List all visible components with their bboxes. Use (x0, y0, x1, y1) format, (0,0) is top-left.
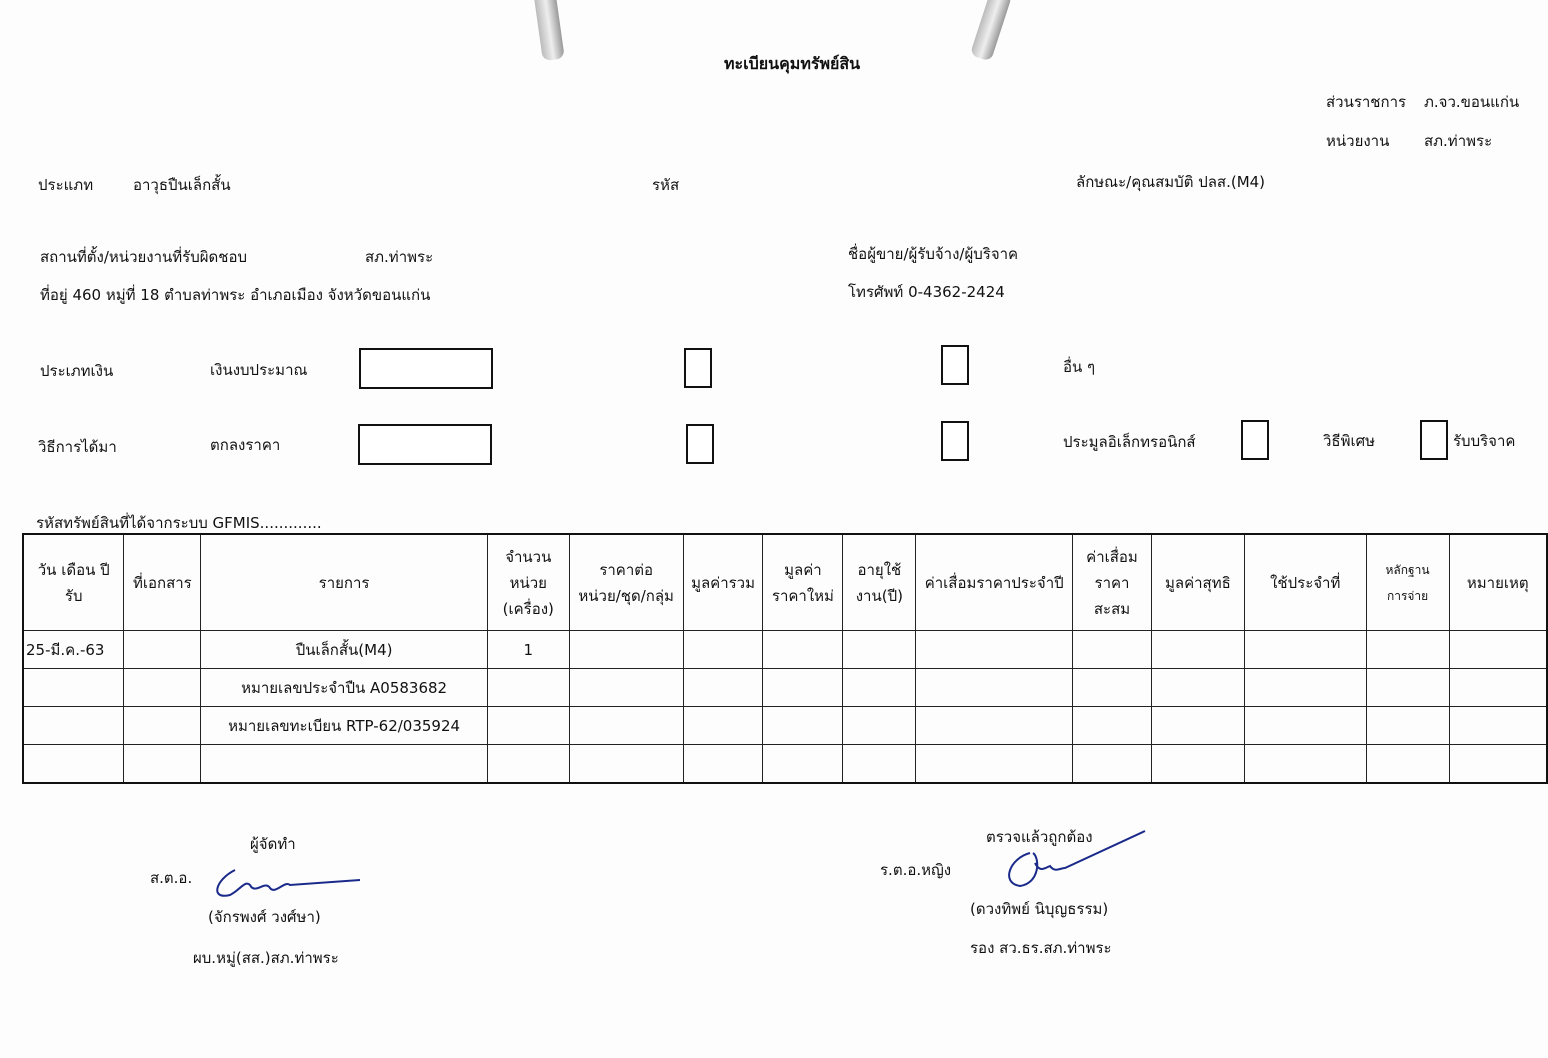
acquire-value: ตกลงราคา (210, 436, 281, 454)
table-cell (843, 707, 916, 745)
left-sign-role: ผู้จัดทำ (250, 835, 296, 853)
gfmis-code: รหัสทรัพย์สินที่ได้จากระบบ GFMIS............. (36, 514, 322, 532)
unit-value: สภ.ท่าพระ (1424, 132, 1493, 150)
right-sign-name: (ดวงทิพย์ นิบุญธรรม) (970, 900, 1109, 918)
table-cell (1244, 707, 1366, 745)
column-header: หลักฐาน การจ่าย (1366, 534, 1449, 631)
column-header: อายุใช้ งาน(ปี) (843, 534, 916, 631)
table-cell (124, 707, 201, 745)
table-cell (683, 707, 763, 745)
table-cell (569, 707, 683, 745)
table-row (23, 707, 1547, 745)
table-cell (1073, 669, 1152, 707)
type-label: ประแภท (38, 176, 94, 194)
table-cell (124, 631, 201, 669)
table-cell (1449, 631, 1547, 669)
table-cell (683, 745, 763, 784)
table-cell (487, 669, 569, 707)
table-cell (1244, 669, 1366, 707)
table-cell (843, 669, 916, 707)
agency-value: ภ.จว.ขอนแก่น (1424, 93, 1520, 111)
table-cell (1073, 745, 1152, 784)
left-sign-rank: ส.ต.อ. (150, 869, 193, 887)
column-header: วัน เดือน ปี รับ (23, 534, 124, 631)
property-label: ลักษณะ/คุณสมบัติ ปลส.(M4) (1076, 173, 1266, 191)
column-header: ค่าเสื่อมราคาประจำปี (916, 534, 1073, 631)
table-cell (124, 745, 201, 784)
table-cell (763, 707, 843, 745)
binder-pin (970, 0, 1013, 62)
column-header: ราคาต่อ หน่วย/ชุด/กลุ่ม (569, 534, 683, 631)
money-type-value: เงินงบประมาณ (210, 361, 308, 379)
table-cell (1449, 669, 1547, 707)
table-cell (23, 707, 124, 745)
checkbox[interactable] (941, 345, 969, 385)
column-header: มูลค่าสุทธิ (1151, 534, 1244, 631)
table-cell (1151, 707, 1244, 745)
table-cell (1151, 669, 1244, 707)
table-cell (1151, 745, 1244, 784)
table-cell (569, 745, 683, 784)
agency-label: ส่วนราชการ (1326, 93, 1407, 111)
right-sign-position: รอง สว.ธร.สภ.ท่าพระ (970, 939, 1112, 957)
left-sign-name: (จักรพงศ์ วงศ์ษา) (208, 908, 321, 926)
column-header: ค่าเสื่อม ราคา สะสม (1073, 534, 1152, 631)
right-sign-role: ตรวจแล้วถูกต้อง (986, 828, 1093, 846)
table-cell (201, 745, 488, 784)
table-cell (763, 631, 843, 669)
left-sign-position: ผบ.หมู่(สส.)สภ.ท่าพระ (193, 949, 339, 967)
table-cell (916, 745, 1073, 784)
table-cell (569, 669, 683, 707)
table-cell: หมายเลขทะเบียน RTP-62/035924 (201, 707, 488, 745)
special-checkbox[interactable] (1420, 420, 1448, 460)
table-cell (1244, 745, 1366, 784)
table-cell (683, 669, 763, 707)
document-title: ทะเบียนคุมทรัพย์สิน (724, 54, 861, 73)
table-row (23, 745, 1547, 784)
table-cell (1073, 631, 1152, 669)
special-label: วิธีพิเศษ (1323, 432, 1376, 450)
table-cell (763, 745, 843, 784)
acquire-label: วิธีการได้มา (38, 438, 117, 456)
e-auction-label: ประมูลอิเล็กทรอนิกส์ (1063, 433, 1196, 451)
table-cell (124, 669, 201, 707)
unit-label: หน่วยงาน (1326, 132, 1390, 150)
table-cell (1366, 669, 1449, 707)
table-cell (1366, 745, 1449, 784)
table-cell: หมายเลขประจำปืน A0583682 (201, 669, 488, 707)
acquire-box[interactable] (358, 424, 492, 465)
table-cell (1151, 631, 1244, 669)
table-cell: ปืนเล็กสั้น(M4) (201, 631, 488, 669)
column-header: จำนวน หน่วย (เครื่อง) (487, 534, 569, 631)
table-row (23, 631, 1547, 669)
table-cell (683, 631, 763, 669)
signature-left (205, 860, 370, 905)
column-header: ใช้ประจำที่ (1244, 534, 1366, 631)
location-label: สถานที่ตั้ง/หน่วยงานที่รับผิดชอบ (40, 248, 247, 266)
table-cell (916, 707, 1073, 745)
checkbox[interactable] (684, 348, 712, 388)
e-auction-checkbox[interactable] (1241, 420, 1269, 460)
table-cell (1244, 631, 1366, 669)
signature-right (995, 828, 1150, 893)
column-header: รายการ (201, 534, 488, 631)
right-sign-rank: ร.ต.อ.หญิง (880, 861, 952, 879)
donation-label: รับบริจาค (1453, 432, 1516, 450)
seller-label: ชื่อผู้ขาย/ผู้รับจ้าง/ผู้บริจาค (848, 245, 1019, 263)
address: ที่อยู่ 460 หมู่ที่ 18 ตำบลท่าพระ อำเภอเมือง จังหวัดขอนแก่น (40, 286, 431, 304)
code-label: รหัส (652, 176, 680, 194)
table-cell (569, 631, 683, 669)
table-cell (1449, 707, 1547, 745)
table-cell (23, 669, 124, 707)
table-cell (843, 745, 916, 784)
table-cell: 25-มี.ค.-63 (23, 631, 124, 669)
location-value: สภ.ท่าพระ (365, 248, 434, 266)
table-cell (916, 631, 1073, 669)
column-header: ที่เอกสาร (124, 534, 201, 631)
table-cell (487, 745, 569, 784)
phone: โทรศัพท์ 0-4362-2424 (848, 283, 1005, 301)
table-cell (1366, 631, 1449, 669)
other-label: อื่น ๆ (1063, 358, 1096, 376)
table-cell (1449, 745, 1547, 784)
table-cell (843, 631, 916, 669)
checkbox[interactable] (941, 421, 969, 461)
type-value: อาวุธปืนเล็กสั้น (133, 176, 231, 194)
table-cell (487, 707, 569, 745)
table-cell: 1 (487, 631, 569, 669)
money-type-label: ประเภทเงิน (40, 362, 114, 380)
column-header: มูลค่ารวม (683, 534, 763, 631)
table-cell (23, 745, 124, 784)
column-header: มูลค่า ราคาใหม่ (763, 534, 843, 631)
table-cell (1073, 707, 1152, 745)
asset-table (22, 533, 1548, 784)
binder-pin (533, 0, 565, 61)
table-row (23, 669, 1547, 707)
table-cell (1366, 707, 1449, 745)
money-type-box[interactable] (359, 348, 493, 389)
column-header: หมายเหตุ (1449, 534, 1547, 631)
table-cell (916, 669, 1073, 707)
checkbox[interactable] (686, 424, 714, 464)
table-cell (763, 669, 843, 707)
